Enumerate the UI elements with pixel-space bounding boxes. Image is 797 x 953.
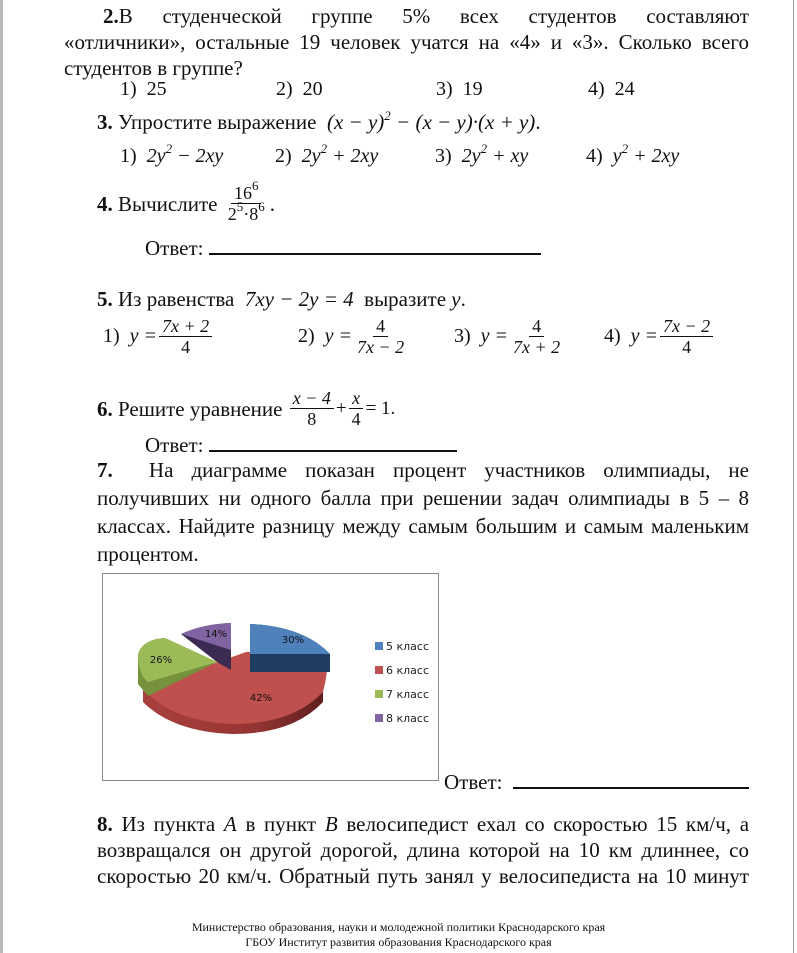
q2-line1: 2.В студенческой группе 5% всех студентов составляют [103, 4, 749, 28]
q7-line2: получивших ни одного балла при решении задач олимпиады в 5 – 8 [97, 486, 749, 510]
q5-option-4: 4) y = $\frac{7x - 2}{4}$ [604, 316, 715, 357]
q5-equation: 7xy − 2y = 4 [244, 287, 354, 311]
q2-option-4: 4) 24 [588, 78, 635, 100]
q4-fraction: $\frac{16^6}{2^5\cdot 8^6}$ [227, 178, 265, 224]
q5-statement: 5. Из равенства 7xy − 2y = 4 выразите y. [97, 287, 466, 311]
q2-line3: студентов в группе? [64, 56, 243, 80]
q3-option-2: 2) $2y^2 + 2xy$ [275, 141, 379, 167]
label-26: 26% [149, 655, 173, 666]
q7-answer: Ответ: [444, 768, 749, 796]
q6-fraction-2: $\frac{x}{4}$ [349, 388, 364, 429]
q3-option-3: 3) $2y^2$ + xy [435, 141, 529, 167]
q3-number: 3. [97, 110, 113, 134]
q8-number: 8. [97, 812, 113, 836]
q6-number: 6. [97, 396, 113, 421]
page-left-edge [0, 0, 3, 953]
legend-swatch-icon [375, 666, 383, 674]
legend-swatch-icon [375, 714, 383, 722]
q7-line1: 7. На диаграмме показан процент участников олимпиады, не [97, 458, 749, 482]
q3-option-1: 1) $2y^2 - 2xy$ [120, 141, 224, 167]
footer-institute: ГБОУ Институт развития образования Краснодарского края [245, 935, 552, 949]
q2-option-2: 2) 20 [276, 78, 323, 100]
q4-answer-field[interactable] [209, 237, 541, 255]
q2-option-3: 3) 19 [436, 78, 483, 100]
q4-statement: 4. Вычислите $\frac{16^6}{2^5\cdot 8^6}$ . [97, 178, 275, 224]
legend-item-7: 7 класс [375, 682, 429, 706]
chart-legend [375, 634, 429, 730]
q3-option-4: 4) $y^2 + 2xy$ [586, 141, 680, 167]
legend-item-5: 5 класс [375, 634, 429, 658]
q2-option-1: 1) 25 [120, 78, 167, 100]
legend-item-6: 6 класс [375, 658, 429, 682]
q6-statement: 6. Решите уравнение $\frac{x - 4}{8}$ + $\frac{x}{4}$ = 1. [97, 388, 396, 429]
q7-line4: процентом. [97, 542, 199, 566]
label-30: 30% [281, 635, 305, 646]
legend-swatch-icon [375, 642, 383, 650]
page-right-edge [793, 0, 794, 953]
q6-fraction-1: $\frac{x - 4}{8}$ [290, 388, 334, 429]
label-14: 14% [204, 629, 228, 640]
pie-chart [102, 573, 439, 781]
q3-expression: $(x - y)^2 - (x - y)\cdot(x + y)$ [326, 108, 536, 134]
q7-line3: классах. Найдите разницу между самым большим и самым маленьким [97, 514, 749, 538]
q8-line1: 8. Из пункта A в пункт B велосипедист ехал со скоростью 15 км/ч, а [97, 812, 750, 836]
q2-line2: «отличники», остальные 19 человек учатся на «4» и «3». Сколько всего [64, 30, 749, 54]
legend-swatch-icon [375, 690, 383, 698]
q8-line3: скоростью 20 км/ч. Обратный путь занял у велосипедиста на 10 минут [97, 864, 749, 888]
q4-number: 4. [97, 191, 113, 216]
q4-answer: Ответ: [145, 234, 541, 262]
footer-ministry: Министерство образования, науки и молодежной политики Краснодарского края [191, 920, 606, 934]
q7-answer-field[interactable] [513, 771, 749, 789]
q6-answer: Ответ: [145, 431, 457, 459]
q6-answer-field[interactable] [209, 434, 457, 452]
q5-option-2: 2) y = $\frac{4}{7x - 2}$ [298, 316, 405, 357]
q8-line2: возвращался он другой дорогой, длина которой на 10 км длиннее, со [97, 838, 749, 862]
label-42: 42% [249, 693, 273, 704]
q5-option-1: 1) y = $\frac{7x + 2}{4}$ [103, 316, 214, 357]
q2-number: 2. [103, 4, 119, 28]
q5-number: 5. [97, 287, 113, 311]
q3-statement: 3. Упростите выражение $(x - y)^2 - (x - y)\cdot(x + y)$. [97, 108, 541, 134]
q7-number: 7. [97, 458, 113, 482]
q5-option-3: 3) y = $\frac{4}{7x + 2}$ [454, 316, 561, 357]
legend-item-8: 8 класс [375, 706, 429, 730]
